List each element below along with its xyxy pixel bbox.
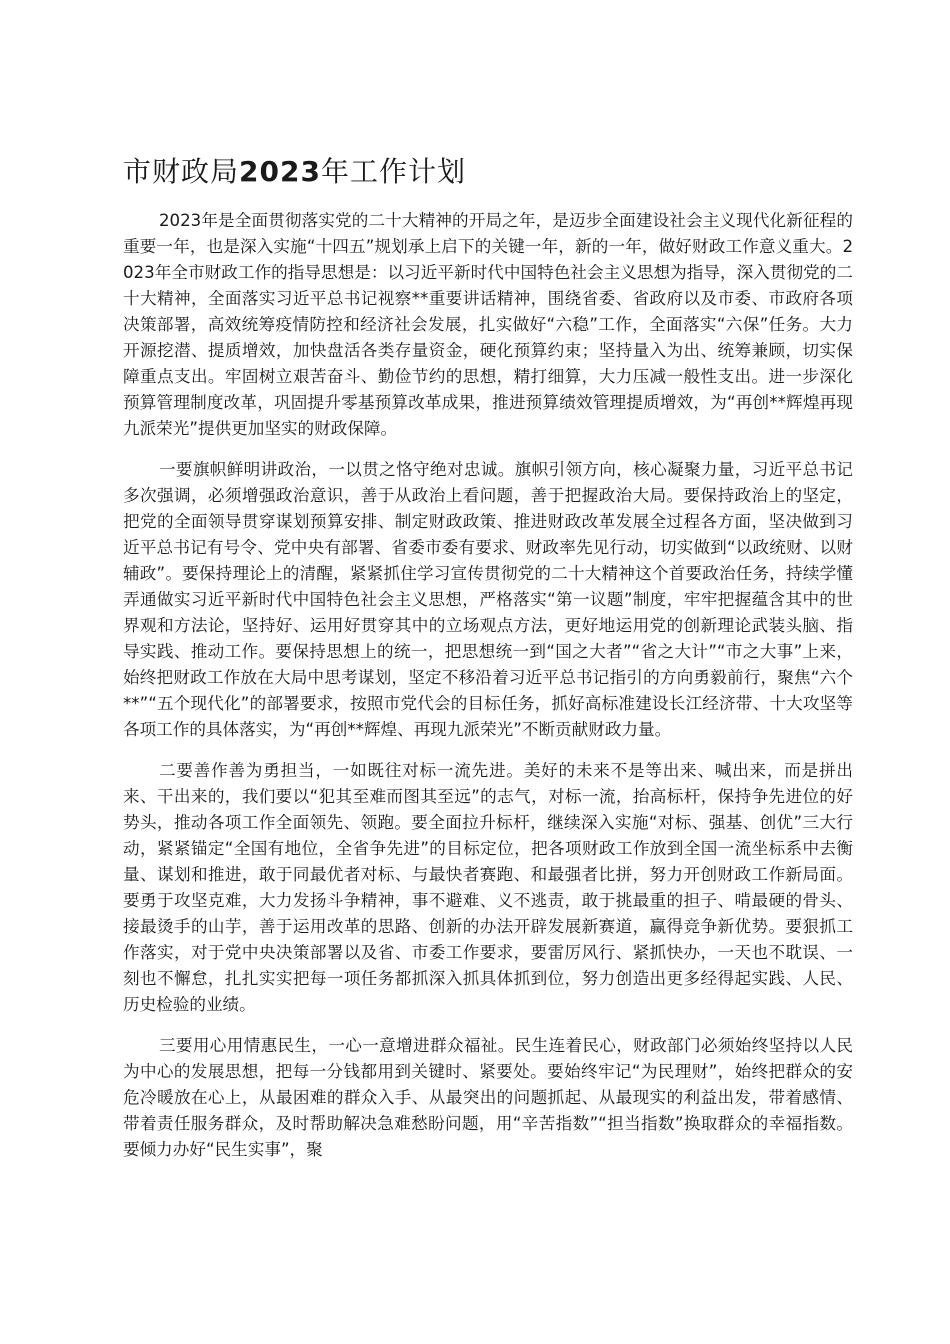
paragraph-responsibility: 二要善作善为勇担当，一如既往对标一流先进。美好的未来不是等出来、喊出来，而是拼出来、干出来的，我们要以“犯其至难而图其至远”的志气，对标一流，抬高标杆，保持争先进位的好势头，推动各项工作全面领先、领跑。要全面拉升标杆，继续深入实施“对标、强基、创优”三大行动，紧紧锚定“全国有地位，全省争先进”的目标定位，把各项财政工作放到全国一流坐标系中去衡量、谋划和推进，敢于同最优者对标、与最快者赛跑、和最强者比拼，努力开创财政工作新局面。要勇于攻坚克难，大力发扬斗争精神，事不避难、义不逃责，敢于挑最重的担子、啃最硬的骨头、接最烫手的山芋，善于运用改革的思路、创新的办法开辟发展新赛道，赢得竞争新优势。要狠抓工作落实，对于党中央决策部署以及省、市委工作要求，要雷厉风行、紧抓快办，一天也不耽误、一刻也不懈怠，扎扎实实把每一项任务都抓深入抓具体抓到位，努力创造出更多经得起实践、人民、历史检验的业绩。: [123, 761, 853, 1014]
title-prefix: 市财政局: [123, 155, 240, 188]
paragraph-livelihood: 三要用心用情惠民生，一心一意增进群众福祉。民生连着民心，财政部门必须始终坚持以人民为中心的发展思想，把每一分钱都用到关键时、紧要处。要始终牢记“为民理财”，始终把群众的安危冷暖放在心上，从最困难的群众入手、从最突出的问题抓起、从最现实的利益出发，带着感情、带着责任服务群众，及时帮助解决急难愁盼问题，用“辛苦指数”“担当指数”换取群众的幸福指数。要倾力办好“民生实事”，聚: [123, 1036, 853, 1159]
title-year: 2023: [239, 155, 321, 188]
title-suffix: 年工作计划: [320, 155, 466, 188]
document-body: [123, 208, 853, 1178]
document-title: [123, 152, 466, 192]
paragraph-intro: 2023年是全面贯彻落实党的二十大精神的开局之年，是迈步全面建设社会主义现代化新征程的重要一年，也是深入实施“十四五”规划承上启下的关键一年，新的一年，做好财政工作意义重大。2023年全市财政工作的指导思想是：以习近平新时代中国特色社会主义思想为指导，深入贯彻党的二十大精神，全面落实习近平总书记视察**重要讲话精神，围绕省委、省政府以及市委、市政府各项决策部署，高效统筹疫情防控和经济社会发展，扎实做好“六稳”工作，全面落实“六保”任务。大力开源挖潜、提质增效，加快盘活各类存量资金，硬化预算约束；坚持量入为出、统筹兼顾，切实保障重点支出。牢固树立艰苦奋斗、勤俭节约的思想，精打细算，大力压减一般性支出。进一步深化预算管理制度改革，巩固提升零基预算改革成果，推进预算绩效管理提质增效，为“再创**辉煌再现九派荣光”提供更加坚实的财政保障。: [123, 211, 853, 438]
paragraph-politics: 一要旗帜鲜明讲政治，一以贯之恪守绝对忠诚。旗帜引领方向，核心凝聚力量，习近平总书记多次强调，必须增强政治意识，善于从政治上看问题，善于把握政治大局。要保持政治上的坚定，把党的全面领导贯穿谋划预算安排、制定财政政策、推进财政改革发展全过程各方面，坚决做到习近平总书记有号令、党中央有部署、省委市委有要求、财政率先见行动，切实做到“以政统财、以财辅政”。要保持理论上的清醒，紧紧抓住学习宣传贯彻党的二十大精神这个首要政治任务，持续学懂弄通做实习近平新时代中国特色社会主义思想，严格落实“第一议题”制度，牢牢把握蕴含其中的世界观和方法论，坚持好、运用好贯穿其中的立场观点方法，更好地运用党的创新理论武装头脑、指导实践、推动工作。要保持思想上的统一，把思想统一到“国之大者”“省之大计”“市之大事”上来，始终把财政工作放在大局中思考谋划，坚定不移沿着习近平总书记指引的方向勇毅前行，聚焦“六个**”“五个现代化”的部署要求，按照市党代会的目标任务，抓好高标准建设长江经济带、十大攻坚等各项工作的具体落实，为“再创**辉煌、再现九派荣光”不断贡献财政力量。: [123, 460, 853, 739]
